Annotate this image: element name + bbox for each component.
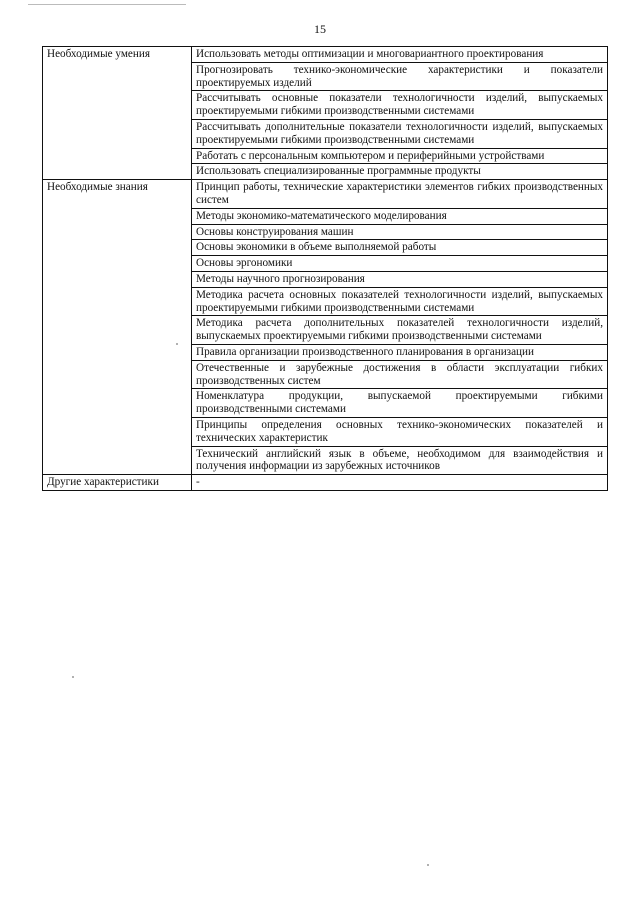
knowledge-item: Номенклатура продукции, выпускаемой проектируемыми гибкими производственными системами — [192, 389, 608, 418]
knowledge-item: Методика расчета основных показателей технологичности изделий, выпускаемых проектируемыми гибкими производственными системами — [192, 287, 608, 316]
knowledge-item: Методы научного прогнозирования — [192, 271, 608, 287]
knowledge-item: Основы конструирования машин — [192, 224, 608, 240]
table-row — [43, 180, 608, 209]
knowledge-item: Принципы определения основных технико-экономических показателей и технических характеристик — [192, 417, 608, 446]
knowledge-item: Основы экономики в объеме выполняемой работы — [192, 240, 608, 256]
knowledge-item: Основы эргономики — [192, 256, 608, 272]
knowledge-item: Принцип работы, технические характеристики элементов гибких производственных систем — [192, 180, 608, 209]
requirements-table — [42, 46, 608, 491]
skill-item: Рассчитывать основные показатели технологичности изделий, выпускаемых проектируемыми гибкими производственными системами — [192, 91, 608, 120]
skill-item: Использовать специализированные программные продукты — [192, 164, 608, 180]
knowledge-item: Технический английский язык в объеме, необходимом для взаимодействия и получения информации из зарубежных источников — [192, 446, 608, 475]
skill-item: Использовать методы оптимизации и многовариантного проектирования — [192, 47, 608, 63]
table-row — [43, 475, 608, 491]
page-number: 15 — [314, 22, 326, 36]
scan-artifact-line — [28, 4, 186, 5]
knowledge-item: Правила организации производственного планирования в организации — [192, 344, 608, 360]
knowledge-item: Методика расчета дополнительных показателей технологичности изделий, выпускаемых проектируемыми гибкими производственными системами — [192, 316, 608, 345]
skill-item: Рассчитывать дополнительные показатели технологичности изделий, выпускаемых проектируемыми гибкими производственными системами — [192, 119, 608, 148]
skill-item: Прогнозировать технико-экономические характеристики и показатели проектируемых изделий — [192, 62, 608, 91]
other-item: - — [192, 475, 608, 491]
knowledge-item: Методы экономико-математического моделирования — [192, 208, 608, 224]
category-cell-knowledge: Необходимые знания — [43, 180, 192, 475]
scan-speck — [427, 864, 429, 866]
category-cell-skills: Необходимые умения — [43, 47, 192, 180]
table-row — [43, 47, 608, 63]
skill-item: Работать с персональным компьютером и периферийными устройствами — [192, 148, 608, 164]
knowledge-item: Отечественные и зарубежные достижения в области эксплуатации гибких производственных систем — [192, 360, 608, 389]
category-cell-other: Другие характеристики — [43, 475, 192, 491]
scan-speck — [72, 676, 74, 678]
scan-speck — [176, 343, 178, 345]
